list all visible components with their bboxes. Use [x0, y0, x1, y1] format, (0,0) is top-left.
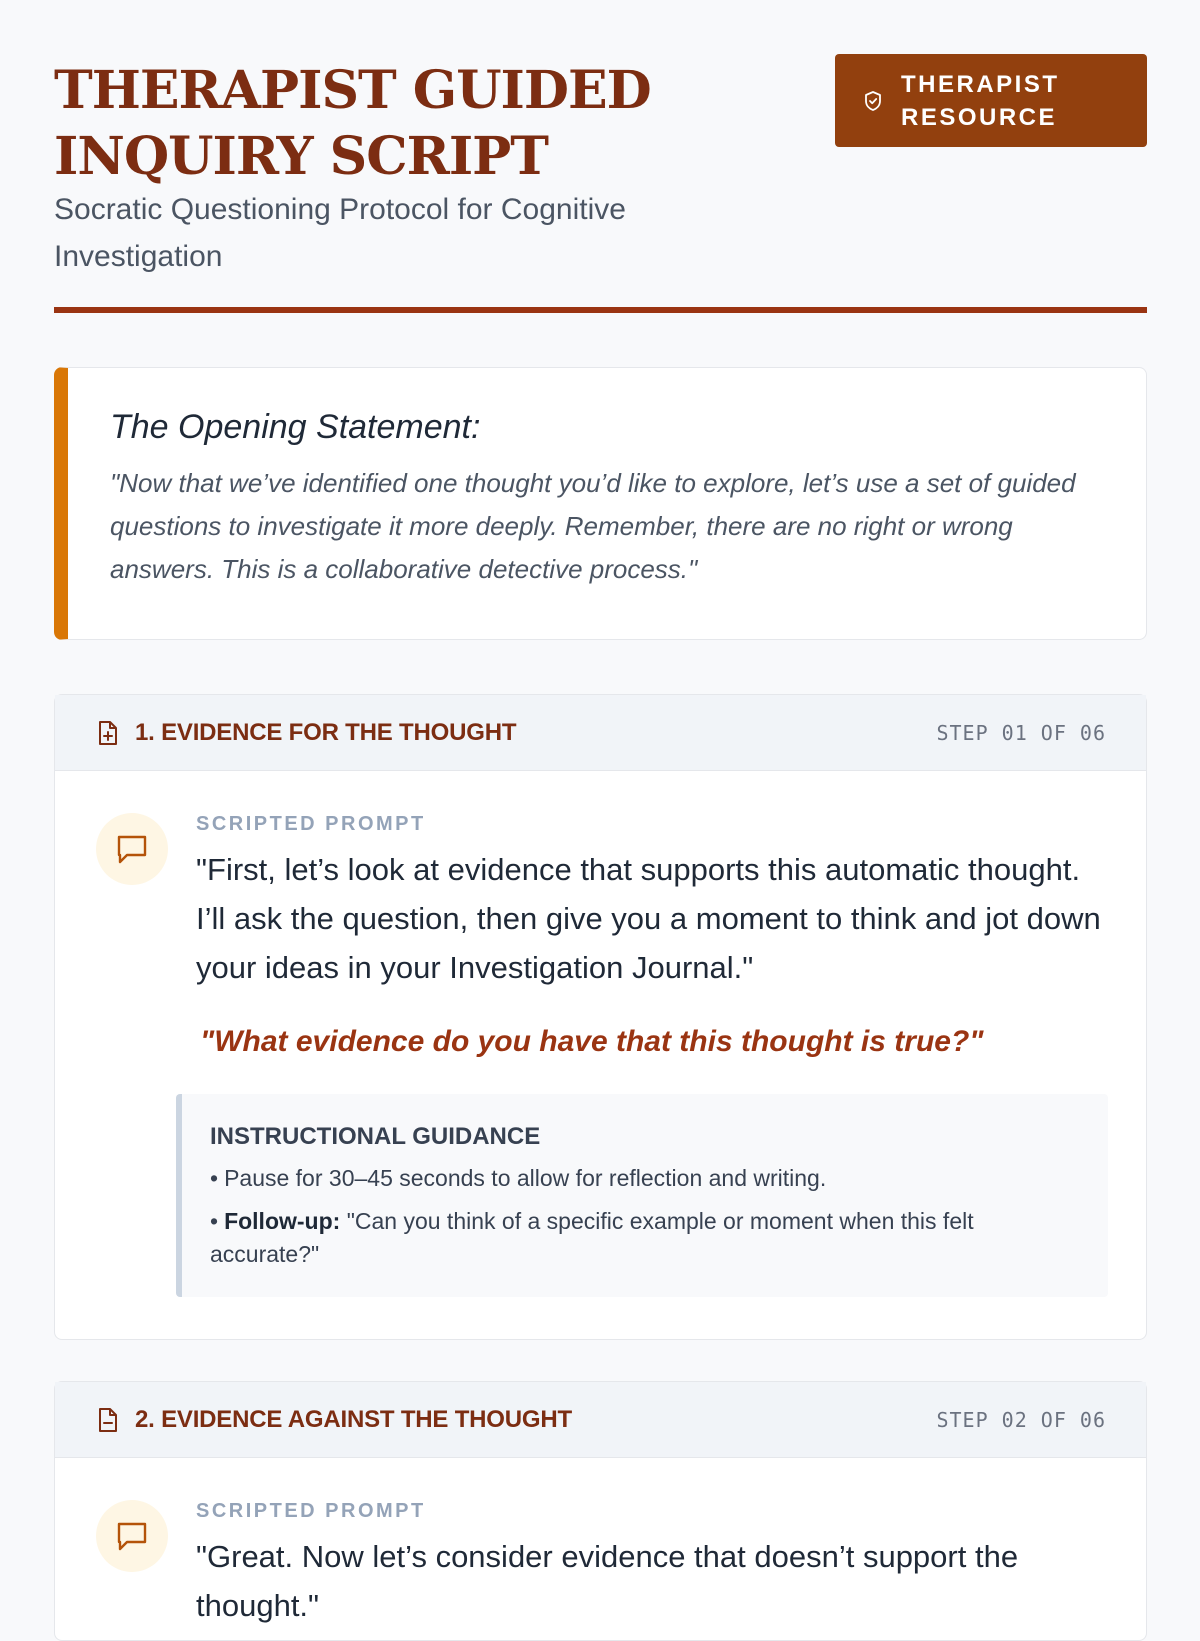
page-title: [54, 58, 754, 190]
opening-statement-card: [54, 367, 1147, 640]
prompt-label: SCRIPTED PROMPT: [196, 1500, 426, 1522]
bullet: •: [210, 1208, 219, 1234]
badge-line-1: THERAPIST: [901, 70, 1060, 98]
title-line-1: THERAPIST GUIDED: [54, 60, 651, 121]
guidance-item: [210, 1162, 1082, 1195]
instructional-guidance: [176, 1094, 1108, 1297]
step-card-2: [54, 1381, 1147, 1641]
step-header: [55, 1382, 1146, 1458]
file-plus-icon: [97, 719, 121, 747]
scripted-prompt: "First, let’s look at evidence that supports this automatic thought. I’ll ask the question, then give you a moment to think and jot down your ideas in your Investigation Journal.": [196, 852, 1101, 985]
step-title: 2. EVIDENCE AGAINST THE THOUGHT: [135, 1405, 572, 1433]
bullet: •: [210, 1165, 219, 1191]
chat-icon: [96, 813, 168, 885]
step-body: [55, 771, 1146, 1297]
opening-quote: "Now that we’ve identified one thought you’d like to explore, let’s use a set of guided questions to investigate it more deeply. Remember, there are no right or wrong answers. This is a collaborative detective process.": [110, 468, 1076, 584]
guidance-item: [210, 1205, 1082, 1271]
header: [54, 0, 1147, 314]
key-question: "What evidence do you have that this thought is true?": [200, 1025, 984, 1058]
step-title: 1. EVIDENCE FOR THE THOUGHT: [135, 718, 517, 746]
badge-line-2: RESOURCE: [901, 103, 1058, 131]
title-line-2: INQUIRY SCRIPT: [54, 126, 548, 187]
badge-label: [901, 68, 1060, 134]
chat-icon: [96, 1500, 168, 1572]
guidance-title: INSTRUCTIONAL GUIDANCE: [210, 1123, 541, 1150]
step-counter: STEP 02 OF 06: [936, 1407, 1106, 1432]
therapist-resource-badge: [835, 54, 1147, 147]
step-card-1: [54, 694, 1147, 1340]
step-counter: STEP 01 OF 06: [936, 720, 1106, 745]
shield-icon: [863, 90, 885, 112]
prompt-label: SCRIPTED PROMPT: [196, 813, 426, 835]
follow-up-text: "Can you think of a specific example or moment when this felt accurate?": [210, 1208, 974, 1267]
follow-up-label: Follow-up:: [224, 1208, 341, 1234]
page-subtitle: Socratic Questioning Protocol for Cognitive Investigation: [54, 193, 626, 273]
step-body: [55, 1458, 1146, 1630]
scripted-prompt: "Great. Now let’s consider evidence that doesn’t support the thought.": [196, 1539, 1019, 1623]
guidance-text: Pause for 30–45 seconds to allow for reflection and writing.: [224, 1165, 827, 1191]
opening-title: The Opening Statement:: [110, 408, 481, 446]
file-minus-icon: [97, 1406, 121, 1434]
page: [54, 0, 1147, 1623]
header-divider: [54, 307, 1147, 313]
step-header: [55, 695, 1146, 771]
